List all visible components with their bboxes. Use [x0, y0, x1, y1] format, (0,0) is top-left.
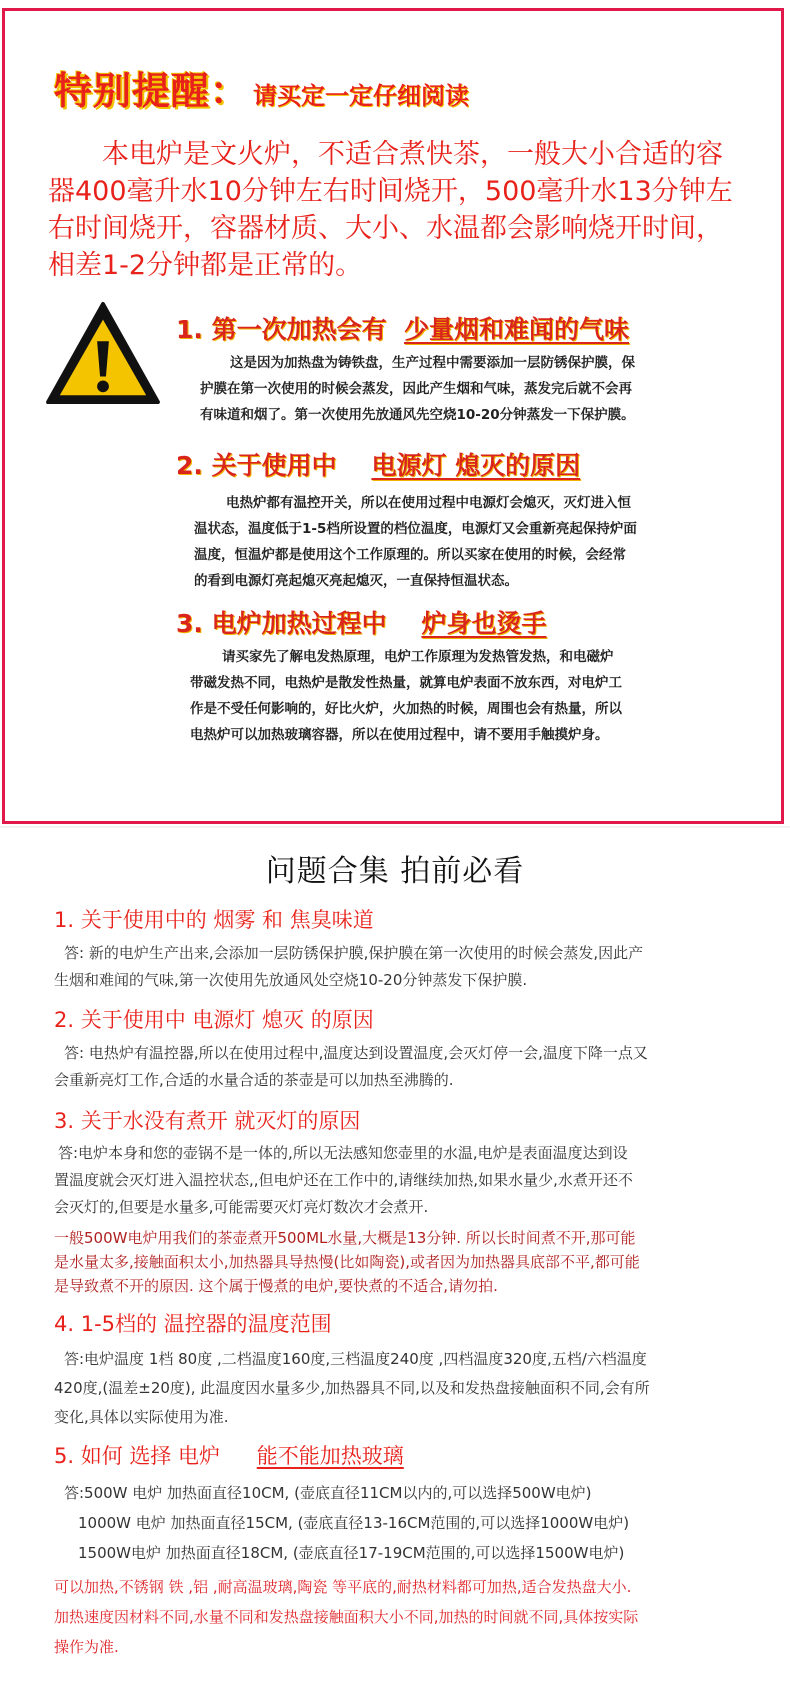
notice-title-sub: 请买定一定仔细阅读: [253, 82, 470, 110]
faq-question-3: 3. 关于水没有煮开 就灭灯的原因: [54, 1109, 361, 1133]
faq-answer-line: 变化,具体以实际使用为准.: [54, 1408, 229, 1426]
faq-answer-line: 会灭灯的,但要是水量多,可能需要灭灯亮灯数次才会煮开.: [54, 1198, 429, 1216]
faq-answer-2: [54, 1040, 648, 1094]
faq-question-1: 1. 关于使用中的 烟雾 和 焦臭味道: [54, 908, 374, 932]
faq-question-5: [54, 1440, 404, 1470]
faq-question-5-main: 5. 如何 选择 电炉: [54, 1444, 221, 1468]
notice-section-3-highlight: 炉身也烫手: [421, 609, 547, 638]
notice-section-3-heading: [176, 604, 546, 640]
notice-section-2-body: [194, 490, 637, 594]
notice-section-2-heading: [176, 446, 580, 482]
faq-answer-line: 置温度就会灭灯进入温控状态,,但电炉还在工作中的,请继续加热,如果水量少,水煮开还不: [54, 1171, 633, 1189]
faq-answer-line: 420度,(温差±20度), 此温度因水量多少,加热器具不同,以及和发热盘接触面积不同,会有所: [54, 1379, 650, 1397]
faq-note-line: 操作为准.: [54, 1638, 119, 1656]
notice-section-3-line: 作是不受任何影响的，好比火炉，火加热的时候，周围也会有热量，所以: [190, 701, 622, 717]
notice-section-2-highlight: 电源灯 熄灭的原因: [371, 451, 581, 480]
faq-note-line: 是水量太多,接触面积太小,加热器具导热慢(比如陶瓷),或者因为加热器具底部不平,都可能: [54, 1253, 640, 1271]
faq-answer-3: [54, 1140, 633, 1221]
faq-question-4: 4. 1-5档的 温控器的温度范围: [54, 1312, 332, 1336]
faq-question-2: 2. 关于使用中 电源灯 熄灭 的原因: [54, 1008, 374, 1032]
faq-answer-line: 1500W电炉 加热面直径18CM, (壶底直径17-19CM范围的,可以选择1500W电炉): [78, 1544, 625, 1562]
notice-section-2-line: 温度，恒温炉都是使用这个工作原理的。所以买家在使用的时候，会经常: [194, 547, 626, 563]
faq-answer-4: [54, 1345, 650, 1432]
notice-title: [54, 60, 469, 115]
notice-section-2-line: 温状态，温度低于1-5档所设置的档位温度，电源灯又会重新亮起保持炉面: [194, 521, 637, 537]
notice-section-3-line: 请买家先了解电发热原理，电炉工作原理为发热管发热，和电磁炉: [222, 649, 614, 665]
faq-answer-line: 答: 新的电炉生产出来,会添加一层防锈保护膜,保护膜在第一次使用的时候会蒸发,因此产: [64, 944, 644, 962]
faq-answer-line: 答:电炉温度 1档 80度 ,二档温度160度,三档温度240度 ,四档温度320度,五档/六档温度: [64, 1350, 647, 1368]
notice-section-1-line: 这是因为加热盘为铸铁盘，生产过程中需要添加一层防锈保护膜，保: [230, 355, 635, 371]
notice-section-2-prefix: 2. 关于使用中: [176, 451, 337, 480]
notice-section-1-highlight: 少量烟和难闻的气味: [404, 315, 630, 344]
faq-answer-5: [64, 1478, 629, 1568]
faq-note-5: [54, 1572, 638, 1662]
faq-answer-line: 答:电炉本身和您的壶锅不是一体的,所以无法感知您壶里的水温,电炉是表面温度达到设: [58, 1144, 628, 1162]
notice-section-2-line: 的看到电源灯亮起熄灭亮起熄灭，一直保持恒温状态。: [194, 573, 518, 589]
faq-answer-line: 生烟和难闻的气味,第一次使用先放通风处空烧10-20分钟蒸发下保护膜.: [54, 971, 528, 989]
faq-note-line: 是导致煮不开的原因. 这个属于慢煮的电炉,要快煮的不适合,请勿拍.: [54, 1277, 498, 1295]
section-divider: [0, 826, 790, 828]
notice-section-3-prefix: 3. 电炉加热过程中: [176, 609, 387, 638]
notice-section-3-line: 带磁发热不同，电热炉是散发性热量，就算电炉表面不放东西，对电炉工: [190, 675, 622, 691]
faq-answer-1: [54, 940, 643, 994]
faq-note-3: [54, 1226, 640, 1298]
notice-section-1-line: 有味道和烟了。第一次使用先放通风先空烧10-20分钟蒸发一下保护膜。: [200, 407, 635, 423]
faq-answer-line: 1000W 电炉 加热面直径15CM, (壶底直径13-16CM范围的,可以选择1000W电炉): [78, 1514, 630, 1532]
faq-note-line: 加热速度因材料不同,水量不同和发热盘接触面积大小不同,加热的时间就不同,具体按实际: [54, 1608, 639, 1626]
notice-section-1-prefix: 1. 第一次加热会有: [176, 315, 387, 344]
faq-answer-line: 答: 电热炉有温控器,所以在使用过程中,温度达到设置温度,会灭灯停一会,温度下降一点又: [64, 1044, 648, 1062]
notice-section-1-heading: [176, 310, 629, 346]
faq-question-5-highlight: 能不能加热玻璃: [256, 1444, 404, 1468]
faq-answer-line: 答:500W 电炉 加热面直径10CM, (壶底直径11CM以内的,可以选择500W电炉): [64, 1484, 592, 1502]
notice-section-1-line: 护膜在第一次使用的时候会蒸发，因此产生烟和气味，蒸发完后就不会再: [200, 381, 632, 397]
faq-note-line: 可以加热,不锈钢 铁 ,铝 ,耐高温玻璃,陶瓷 等平底的,耐热材料都可加热,适合发热盘大小.: [54, 1578, 632, 1596]
notice-section-3-body: [190, 644, 622, 748]
warning-triangle-icon: [44, 300, 162, 406]
notice-intro: 本电炉是文火炉，不适合煮快茶，一般大小合适的容器400毫升水10分钟左右时间烧开，500毫升水13分钟左右时间烧开，容器材质、大小、水温都会影响烧开时间，相差1-2分钟都是正常的。: [48, 139, 733, 281]
faq-note-line: 一般500W电炉用我们的茶壶煮开500ML水量,大概是13分钟. 所以长时间煮不开,那可能: [54, 1229, 636, 1247]
faq-title: 问题合集 拍前必看: [265, 854, 525, 889]
notice-section-3-line: 电热炉可以加热玻璃容器，所以在使用过程中，请不要用手触摸炉身。: [190, 727, 609, 743]
notice-title-main: 特别提醒：: [54, 69, 250, 113]
notice-section-1-body: [200, 350, 635, 428]
notice-section-2-line: 电热炉都有温控开关，所以在使用过程中电源灯会熄灭，灭灯进入恒: [226, 495, 631, 511]
faq-answer-line: 会重新亮灯工作,合适的水量合适的茶壶是可以加热至沸腾的.: [54, 1071, 454, 1089]
